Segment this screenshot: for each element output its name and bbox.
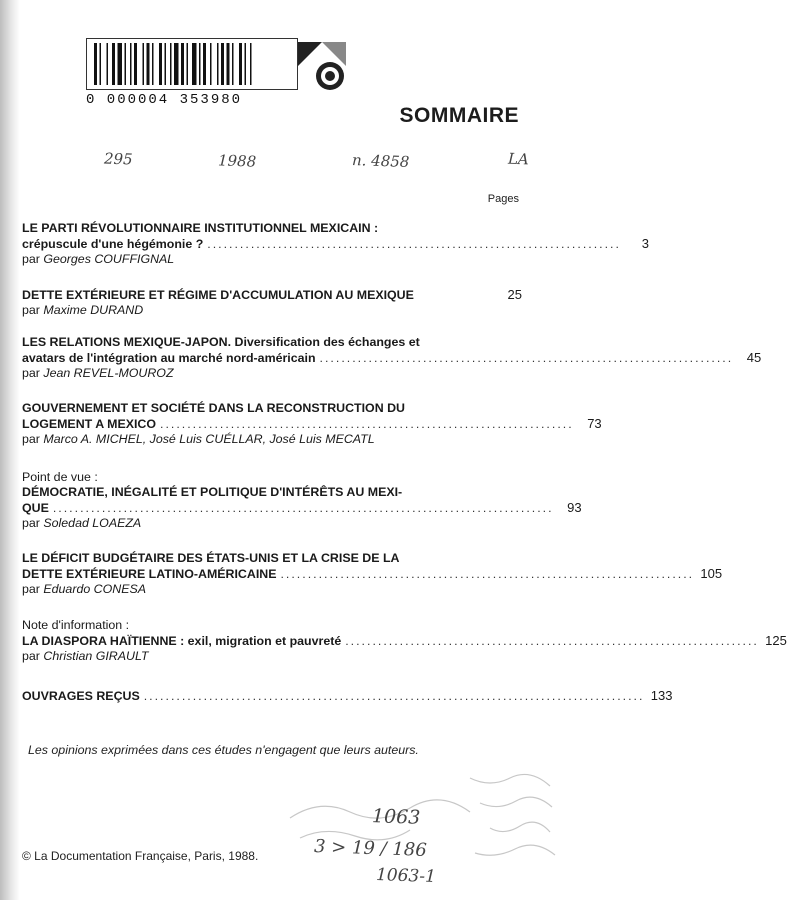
barcode-bar — [227, 43, 230, 85]
entry-heading: LE PARTI RÉVOLUTIONNAIRE INSTITUTIONNEL MEXICAIN : — [22, 221, 379, 235]
entry-subheading: LOGEMENT A MEXICO — [22, 417, 157, 431]
leader-dots: ............................................................................ — [160, 417, 574, 431]
entry-author: par Christian GIRAULT — [22, 649, 149, 663]
barcode-bar — [118, 43, 123, 85]
entry-heading: GOUVERNEMENT ET SOCIÉTÉ DANS LA RECONSTRUCTION DU — [22, 401, 405, 415]
entry-author: par Eduardo CONESA — [22, 582, 146, 596]
handwritten-stamp-ref: 1063-1 — [375, 864, 437, 888]
pages-column-label: Pages — [487, 193, 519, 205]
entry-author: par Maxime DURAND — [22, 303, 144, 317]
barcode-bar — [152, 43, 154, 85]
barcode-bar — [143, 43, 145, 85]
barcode-bar — [250, 43, 252, 85]
barcode-bar — [217, 43, 219, 85]
barcode-bar — [125, 43, 127, 85]
entry-intro: Note d'information : — [22, 618, 130, 632]
entry-page-number: 125 — [765, 633, 787, 648]
leader-dots: ............................................................................ — [319, 351, 734, 365]
entry-heading: DÉMOCRATIE, INÉGALITÉ ET POLITIQUE D'INTÉRÊTS AU MEXI- — [22, 485, 403, 499]
barcode-bar — [107, 43, 109, 85]
barcode-number: 0 000004 353980 — [86, 92, 243, 108]
entry-subheading: avatars de l'intégration au marché nord-américain — [22, 351, 316, 365]
handwritten-year: 1988 — [217, 151, 257, 171]
barcode-bar — [210, 43, 212, 85]
barcode-bar — [100, 43, 102, 85]
entry-author: par Georges COUFFIGNAL — [22, 252, 175, 266]
toc-entry — [22, 551, 723, 597]
barcode-bar — [159, 43, 162, 85]
handwritten-code: 295 — [103, 149, 133, 169]
barcode-bar — [112, 43, 115, 85]
toc-entry — [22, 470, 582, 531]
barcode-bar — [181, 43, 184, 85]
leader-dots: ............................................................................ — [207, 237, 621, 251]
toc-entry — [22, 401, 602, 447]
copyright-footer: © La Documentation Française, Paris, 1988. — [22, 849, 259, 863]
entry-author: par Marco A. MICHEL, José Luis CUÉLLAR, José Luis MECATL — [22, 432, 375, 446]
entry-heading: LES RELATIONS MEXIQUE-JAPON. Diversification des échanges et — [22, 335, 420, 349]
handwritten-issue: n. 4858 — [351, 151, 410, 171]
toc-entry — [22, 335, 762, 381]
handwritten-mark: LA — [507, 149, 530, 169]
handwritten-stamp-date: 3 > 19 / 186 — [313, 836, 428, 861]
barcode-bar — [187, 43, 189, 85]
barcode-label — [86, 38, 298, 110]
entry-page-number: 73 — [587, 416, 602, 431]
barcode-bar — [130, 43, 132, 85]
library-seal-icon — [294, 38, 350, 94]
entry-page-number: 45 — [746, 350, 762, 365]
barcode-bar — [192, 43, 197, 85]
entry-page-number: 25 — [507, 287, 522, 302]
toc-entry — [22, 688, 673, 704]
entry-intro: Point de vue : — [22, 470, 98, 484]
barcode-bar — [147, 43, 150, 85]
barcode-bar — [199, 43, 201, 85]
leader-dots: ............................................................................................ — [52, 501, 554, 515]
barcode-bar — [245, 43, 247, 85]
barcode-bar — [170, 43, 172, 85]
leader-dots: ............................................................................ — [345, 634, 759, 648]
entry-subheading: QUE — [22, 501, 49, 515]
barcode-bar — [174, 43, 179, 85]
page-title: SOMMAIRE — [399, 104, 519, 127]
toc-entry — [22, 287, 522, 318]
leader-dots: ............................................................................................ — [143, 689, 645, 703]
handwritten-stamp-number: 1063 — [371, 805, 421, 829]
binding-edge — [0, 0, 20, 900]
entry-page-number: 3 — [641, 236, 649, 251]
entry-heading: OUVRAGES REÇUS — [22, 689, 140, 703]
barcode-bar — [239, 43, 242, 85]
entry-page-number: 105 — [700, 566, 723, 581]
toc-entry — [22, 221, 649, 267]
entry-heading: LE DÉFICIT BUDGÉTAIRE DES ÉTATS-UNIS ET LA CRISE DE LA — [22, 551, 400, 565]
entry-heading: DETTE EXTÉRIEURE ET RÉGIME D'ACCUMULATION AU MEXIQUE — [22, 288, 414, 302]
entry-page-number: 133 — [650, 688, 673, 703]
entry-author: par Soledad LOAEZA — [22, 516, 142, 530]
barcode-bar — [232, 43, 234, 85]
barcode-bar — [203, 43, 206, 85]
barcode-image — [86, 38, 298, 90]
leader-dots: ............................................................................ — [280, 567, 695, 581]
barcode-bar — [94, 43, 97, 85]
toc-entry — [22, 618, 787, 664]
entry-author: par Jean REVEL-MOUROZ — [22, 366, 174, 380]
entry-subheading: DETTE EXTÉRIEURE LATINO-AMÉRICAINE — [22, 567, 277, 581]
entry-subheading: crépuscule d'une hégémonie ? — [22, 237, 204, 251]
barcode-bar — [165, 43, 167, 85]
entry-page-number: 93 — [567, 500, 582, 515]
barcode-bar — [221, 43, 224, 85]
barcode-bar — [134, 43, 137, 85]
entry-heading: LA DIASPORA HAÏTIENNE : exil, migration et pauvreté — [22, 634, 342, 648]
disclaimer-text: Les opinions exprimées dans ces études n'engagent que leurs auteurs. — [28, 743, 419, 757]
